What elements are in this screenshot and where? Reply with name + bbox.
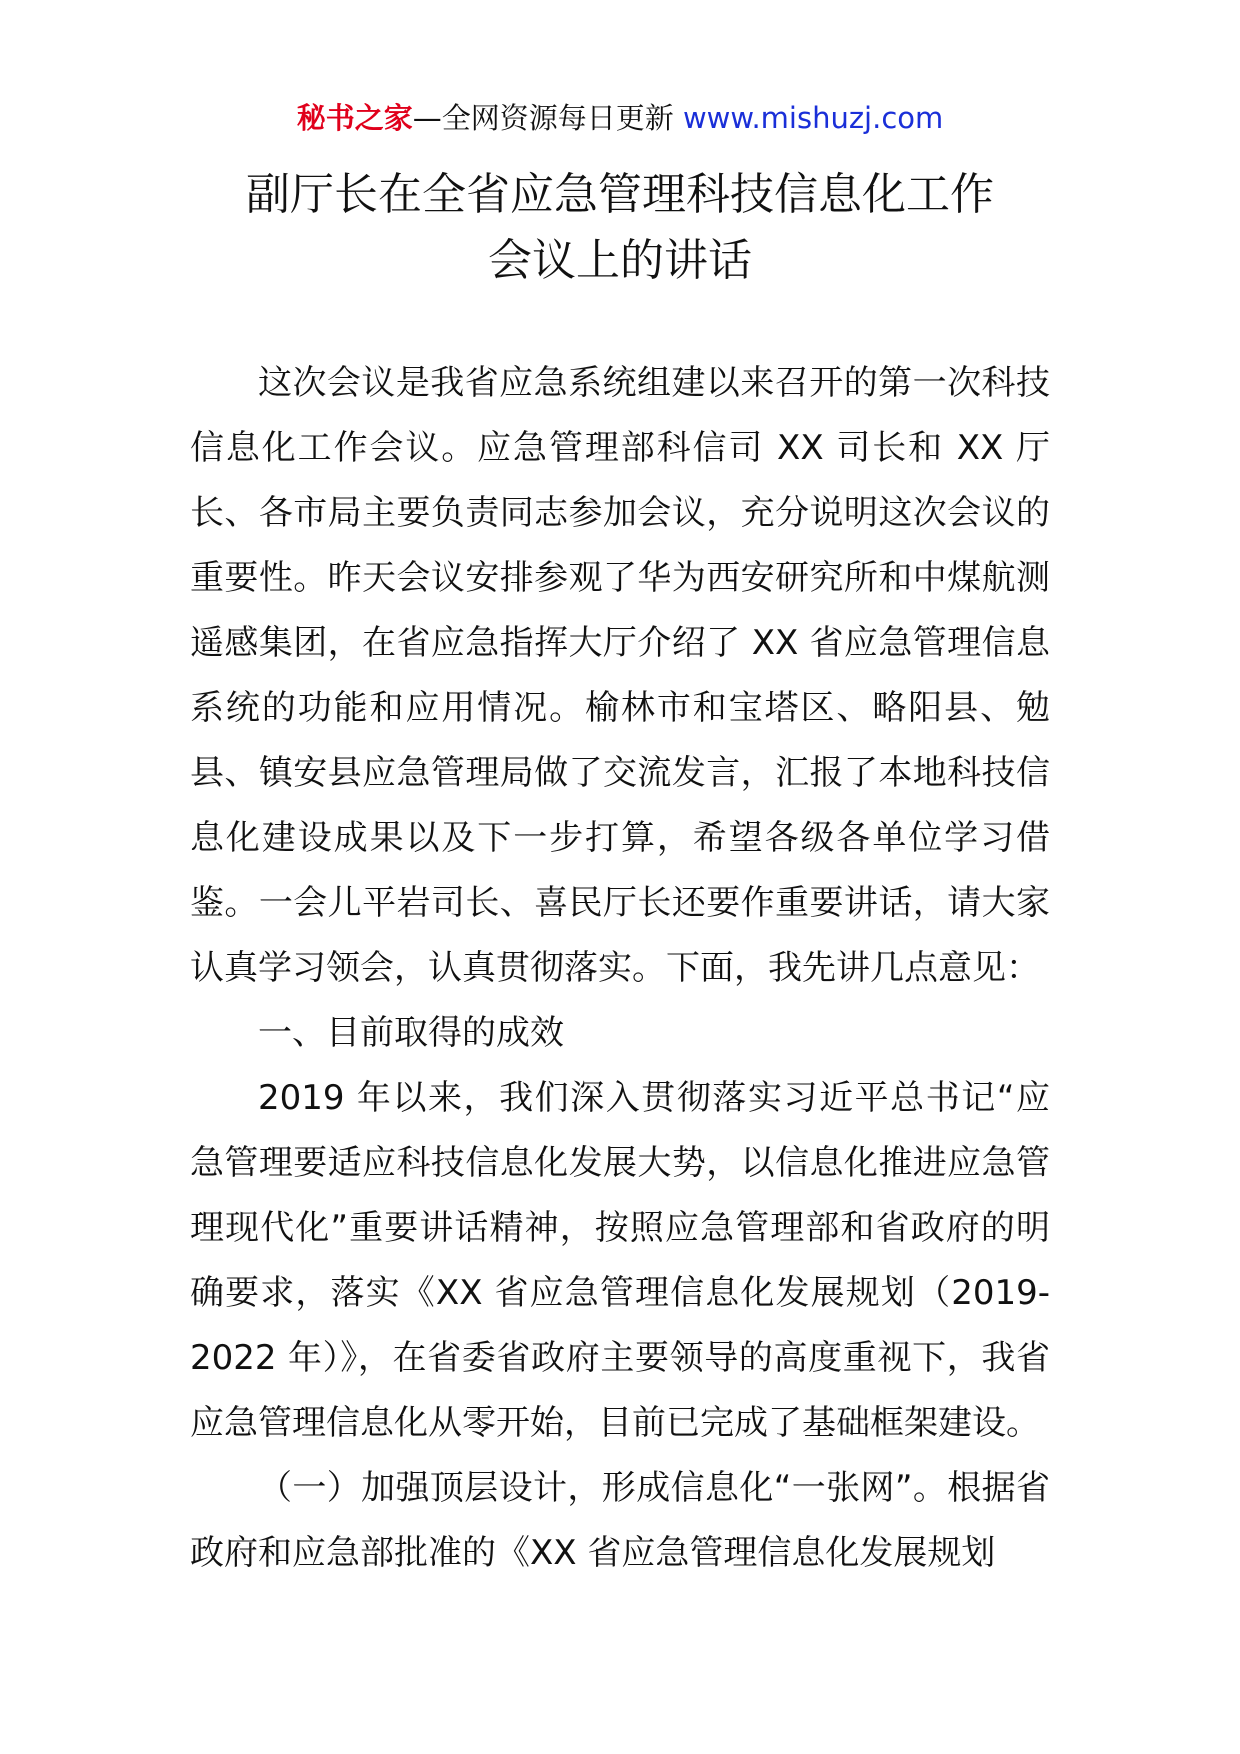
section-heading: 一、目前取得的成效 bbox=[258, 1013, 564, 1053]
site-url-link[interactable]: www.mishuzj.com bbox=[682, 101, 944, 135]
title-line-1: 副厅长在全省应急管理科技信息化工作 bbox=[246, 169, 994, 220]
site-header bbox=[0, 98, 1240, 138]
subsection-paragraph: （一）加强顶层设计，形成信息化“一张网”。根据省政府和应急部批准的《XX 省应急管理信息化发展规划 bbox=[190, 1468, 1050, 1573]
body-paragraph: 2019 年以来，我们深入贯彻落实习近平总书记“应急管理要适应科技信息化发展大势，以信息化推进应急管理现代化”重要讲话精神，按照应急管理部和省政府的明确要求，落实《XX 省应急管理信息化发展规划（2019-2022 年）》，在省委省政府主要领导的高度重视下，我省应急管理信息化从零开始，目前已完成了基础框架建设。 bbox=[190, 1078, 1050, 1443]
brand-name: 秘书之家 bbox=[296, 101, 413, 135]
header-tagline: —全网资源每日更新 bbox=[412, 101, 683, 135]
intro-paragraph: 这次会议是我省应急系统组建以来召开的第一次科技信息化工作会议。应急管理部科信司 XX 司长和 XX 厅长、各市局主要负责同志参加会议，充分说明这次会议的重要性。昨天会议安排参观了华为西安研究所和中煤航测遥感集团，在省应急指挥大厅介绍了 XX 省应急管理信息系统的功能和应用情况。榆林市和宝塔区、略阳县、勉县、镇安县应急管理局做了交流发言，汇报了本地科技信息化建设成果以及下一步打算，希望各级各单位学习借鉴。一会儿平岩司长、喜民厅长还要作重要讲话，请大家认真学习领会，认真贯彻落实。下面，我先讲几点意见： bbox=[190, 363, 1050, 988]
title-line-2: 会议上的讲话 bbox=[488, 235, 752, 286]
document-title bbox=[0, 162, 1240, 294]
document-body bbox=[190, 351, 1050, 1586]
